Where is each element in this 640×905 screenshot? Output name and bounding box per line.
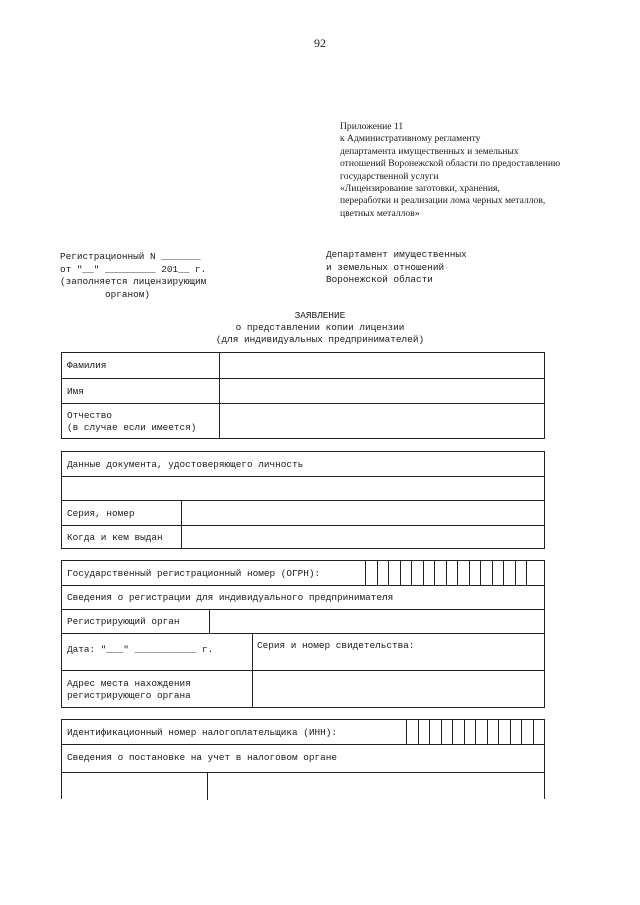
tax-registration-table: [61, 719, 545, 799]
registration-number-line: Регистрационный N _______: [60, 251, 201, 262]
ogrn-digit-cell[interactable]: [526, 561, 538, 585]
inn-digit-cell[interactable]: [487, 720, 499, 744]
ogrn-digit-cell[interactable]: [377, 561, 389, 585]
inn-digit-cell[interactable]: [475, 720, 487, 744]
inn-digit-cell[interactable]: [418, 720, 430, 744]
ogrn-digit-cell[interactable]: [446, 561, 458, 585]
name-label: Имя: [67, 386, 84, 397]
ogrn-digit-cell[interactable]: [434, 561, 446, 585]
inn-digit-cell[interactable]: [441, 720, 453, 744]
registration-info-label: Сведения о регистрации для индивидуального предпринимателя: [67, 592, 394, 603]
appendix-line: цветных металлов»: [340, 207, 420, 219]
ogrn-digit-cells[interactable]: [365, 561, 538, 585]
authority-address-label: регистрирующего органа: [67, 690, 191, 701]
ogrn-digit-cell[interactable]: [423, 561, 435, 585]
page-number: 92: [314, 36, 326, 50]
patronymic-note: (в случае если имеется): [67, 422, 197, 433]
registration-note-line: органом): [60, 288, 151, 300]
ogrn-digit-cell[interactable]: [515, 561, 527, 585]
ogrn-digit-cell[interactable]: [388, 561, 400, 585]
surname-label: Фамилия: [67, 360, 107, 371]
recipient-line: Воронежской области: [326, 274, 433, 286]
issued-by-field[interactable]: [182, 526, 545, 549]
inn-digit-cell[interactable]: [533, 720, 545, 744]
authority-address-field[interactable]: [253, 671, 545, 708]
issued-by-label: Когда и кем выдан: [67, 532, 163, 543]
ogrn-label: Государственный регистрационный номер (ОГРН):: [67, 568, 321, 579]
inn-digit-cells[interactable]: [406, 720, 544, 744]
appendix-line: отношений Воронежской области по предоставлению: [340, 158, 561, 170]
inn-digit-cell[interactable]: [452, 720, 464, 744]
appendix-header: [340, 121, 620, 220]
ogrn-digit-cell[interactable]: [411, 561, 423, 585]
inn-digit-cell[interactable]: [464, 720, 476, 744]
surname-field[interactable]: [220, 353, 545, 378]
tax-info-field-right[interactable]: [208, 773, 545, 800]
recipient-line: Департамент имущественных: [326, 249, 467, 260]
series-number-field[interactable]: [182, 501, 545, 525]
identity-document-header: Данные документа, удостоверяющего личность: [67, 459, 304, 470]
ogrn-digit-cell[interactable]: [469, 561, 481, 585]
patronymic-label: Отчество: [67, 410, 113, 421]
patronymic-field[interactable]: [220, 404, 545, 439]
registration-note-line: (заполняется лицензирующим: [60, 276, 207, 288]
identity-document-field[interactable]: [62, 477, 545, 500]
personal-data-table: [61, 352, 545, 439]
document-subtitle-note: (для индивидуальных предпринимателей): [215, 334, 425, 345]
appendix-line: переработки и реализации лома черных металлов,: [340, 195, 546, 207]
registration-date-line: от "__" _________ 201__ г.: [60, 263, 207, 275]
inn-digit-cell[interactable]: [521, 720, 533, 744]
appendix-line: Приложение 11: [340, 121, 404, 132]
authority-address-label: Адрес места нахождения: [67, 678, 191, 689]
inn-digit-cell[interactable]: [510, 720, 522, 744]
recipient-line: и земельных отношений: [326, 261, 445, 273]
document-title: ЗАЯВЛЕНИЕ: [294, 310, 346, 321]
ogrn-digit-cell[interactable]: [480, 561, 492, 585]
registering-authority-field[interactable]: [210, 610, 545, 633]
ogrn-digit-cell[interactable]: [400, 561, 412, 585]
document-subtitle: о представлении копии лицензии: [235, 322, 405, 333]
registering-authority-label: Регистрирующий орган: [67, 616, 180, 627]
recipient-block: [326, 249, 467, 287]
tax-info-field-left[interactable]: [62, 773, 207, 800]
inn-digit-cell[interactable]: [406, 720, 418, 744]
appendix-line: государственной услуги: [340, 170, 439, 182]
ogrn-digit-cell[interactable]: [365, 561, 377, 585]
inn-label: Идентификационный номер налогоплательщика (ИНН):: [67, 727, 338, 738]
certificate-number-label: Серия и номер свидетельства:: [257, 640, 415, 651]
registration-block: [60, 251, 206, 301]
name-field[interactable]: [220, 379, 545, 403]
ogrn-digit-cell[interactable]: [492, 561, 504, 585]
series-number-label: Серия, номер: [67, 508, 135, 519]
appendix-line: «Лицензирование заготовки, хранения,: [340, 183, 500, 195]
certificate-number-field[interactable]: [253, 634, 545, 670]
registration-date-label: Дата: "___" ___________ г.: [67, 644, 214, 655]
ogrn-digit-cell[interactable]: [457, 561, 469, 585]
identity-document-table: [61, 451, 545, 549]
ogrn-digit-cell[interactable]: [503, 561, 515, 585]
appendix-line: к Административному регламенту: [340, 133, 481, 145]
appendix-line: департамента имущественных и земельных: [340, 145, 519, 157]
tax-registration-info-label: Сведения о постановке на учет в налоговом органе: [67, 752, 338, 763]
inn-digit-cell[interactable]: [429, 720, 441, 744]
state-registration-table: [61, 560, 545, 708]
inn-digit-cell[interactable]: [498, 720, 510, 744]
